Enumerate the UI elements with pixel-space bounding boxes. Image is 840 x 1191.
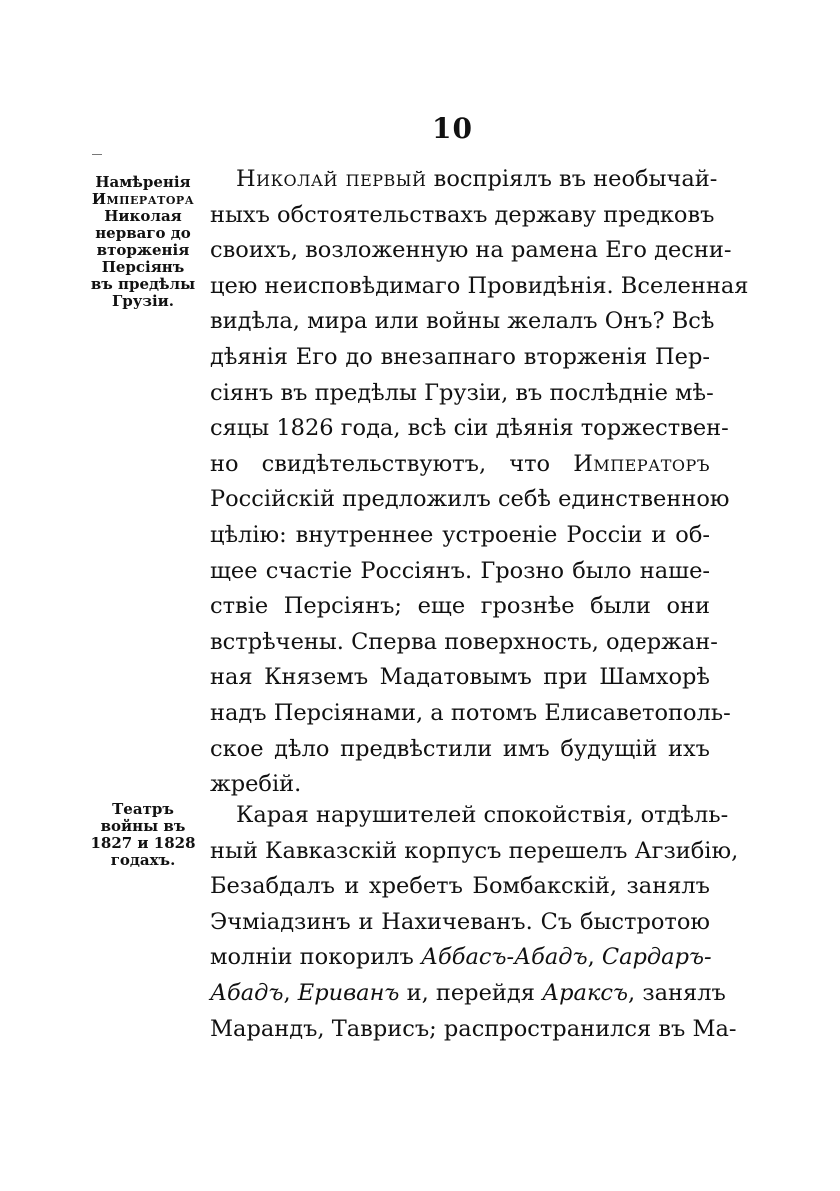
text-line: цею неисповѣдимаго Провидѣнія. Вселенная xyxy=(210,272,749,299)
text-line: видѣла, мира или войны желалъ Онъ? Всѣ xyxy=(210,308,715,335)
text-line: щее счастіе Россіянъ. Грозно было наше- xyxy=(210,557,710,584)
text-line: Россійскій предложилъ себѣ единственною xyxy=(210,486,730,513)
text-line xyxy=(210,976,726,1012)
text-line: ный Кавказскій корпусъ перешелъ Агзибію, xyxy=(210,837,739,864)
sidenote-line: въ предѣлы xyxy=(90,275,196,293)
text-run: , xyxy=(587,944,602,971)
text-line: ствіе Персіянъ; еще грознѣе были они xyxy=(210,593,710,620)
page-number: 10 xyxy=(432,112,473,145)
text-line: ское дѣло предвѣстили имъ будущій ихъ xyxy=(210,735,710,762)
sidenote-line: нерваго до xyxy=(95,224,191,242)
text-line: ная Княземъ Мадатовымъ при Шамхорѣ xyxy=(210,664,710,691)
text-line: цѣлію: внутреннее устроеніе Россіи и об- xyxy=(210,521,710,548)
text-line xyxy=(210,940,710,976)
place-name: Аббасъ-Абадъ xyxy=(421,944,588,971)
text-run: воспріялъ въ необычай- xyxy=(426,166,718,192)
text-run: , xyxy=(283,979,298,1006)
text-line: Безабдалъ и хребетъ Бомбакскій, занялъ xyxy=(210,873,710,900)
sidenote-line: вторженія xyxy=(96,241,190,259)
text-line: надъ Персіянами, а потомъ Елисаветополь- xyxy=(210,699,731,726)
text-line: сяцы 1826 года, всѣ сіи дѣянія торжествен- xyxy=(210,415,729,442)
text-line xyxy=(210,447,710,483)
sidenote-line: войны въ xyxy=(100,817,186,835)
place-name: Ериванъ xyxy=(297,979,400,1006)
margin-rule-mark xyxy=(92,154,102,155)
emperor-name: Николай первый xyxy=(236,166,427,192)
text-line: Эчміадзинъ и Нахичеванъ. Съ быстротою xyxy=(210,908,710,935)
place-name: Араксъ xyxy=(542,979,629,1006)
paragraph-2 xyxy=(210,798,739,1047)
sidenote-line: Грузіи. xyxy=(111,292,175,310)
sidenote-line: Николая xyxy=(104,207,182,225)
sidenote-line: годахъ. xyxy=(110,851,176,869)
paragraph-1 xyxy=(210,162,749,803)
text-line: дѣянія Его до внезапнаго вторженія Пер- xyxy=(210,343,710,370)
sidenote-line: Театръ xyxy=(112,800,174,818)
text-line: Марандъ, Таврисъ; распространился въ Ма- xyxy=(210,1015,737,1042)
sidenote-theatre-of-war xyxy=(84,801,202,869)
text-line: сіянъ въ предѣлы Грузіи, въ послѣдніе мѣ- xyxy=(210,379,714,406)
text-run: молніи покорилъ xyxy=(210,944,421,971)
text-run: но свидѣтельствуютъ, что xyxy=(210,450,574,477)
text-run: и, перейдя xyxy=(399,979,543,1006)
text-line: Карая нарушителей спокойствія, отдѣль- xyxy=(236,802,729,828)
place-name: Сардаръ- xyxy=(601,944,712,971)
sidenote-line: 1827 и 1828 xyxy=(90,834,196,852)
sidenote-line: Императора xyxy=(91,190,195,208)
sidenote-intentions xyxy=(84,174,202,310)
text-run: , занялъ xyxy=(628,979,726,1006)
text-line xyxy=(210,162,718,198)
text-line: ныхъ обстоятельствахъ державу предковъ xyxy=(210,201,715,228)
text-line: своихъ, возложенную на рамена Его десни- xyxy=(210,237,732,264)
place-name: Абадъ xyxy=(210,979,284,1006)
text-line: встрѣчены. Сперва поверхность, одержан- xyxy=(210,628,718,655)
sidenote-line: Намѣренія xyxy=(95,173,191,191)
sidenote-line: Персіянъ xyxy=(101,258,185,276)
emperor-title: Императоръ xyxy=(573,450,710,477)
text-line: жребій. xyxy=(210,771,302,798)
